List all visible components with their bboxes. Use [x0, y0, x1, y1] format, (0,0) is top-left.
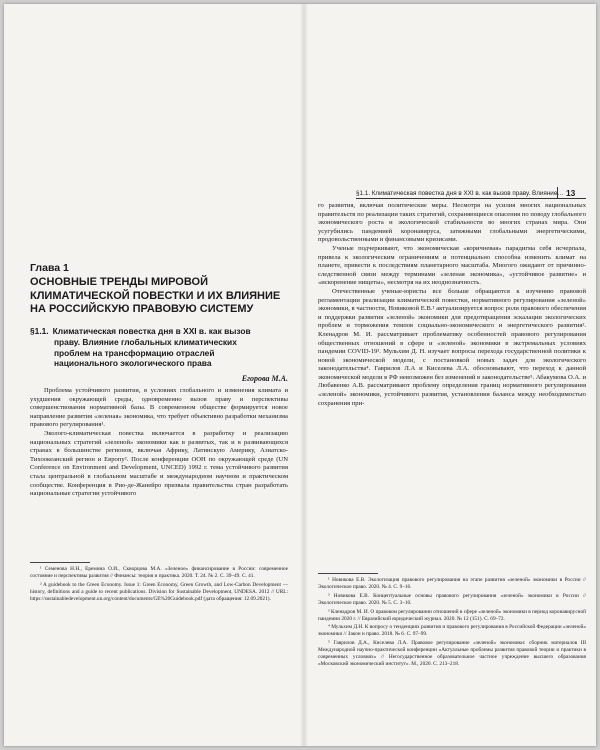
running-head-divider: [557, 187, 558, 198]
running-head: §1.1. Климатическая повестка дня в XXI в. как вызов праву. Влияние…: [356, 190, 564, 197]
footnote-separator: [30, 562, 90, 563]
footnote-separator: [318, 573, 378, 574]
body-paragraph: Эколого-климатическая повестка включается в разработку и реализацию национальных стратегий «зеленой» экономики как в развитых, так и в развивающихся странах в большинстве регионов, включая Африку, Латинскую Америку, Азиатско-Тихоокеанский регион и Европу². После конференции ООН по окружающей среде (UN Conference on Environment and Development, UNCED) 1992 г. тема устойчивого развития стала центральной в глобальном масштабе и международном научном и практическом сообществе. Конференция в Рио-де-Жанейро призвала правительства стран разработать национальные стратегии устойчивого: [30, 429, 288, 498]
body-paragraph: Отечественные ученые-юристы все больше обращаются к изучению правовой регламентации реализации климатической повестки, нормативного регулирования «зеленой» экономики, в частности, Новиковой Е.В.¹ актуализируется вопрос роли правового обеспечения и поддержки развития «зеленой» экономики для предотвращения эскалации экологических проблем и торможения темпов социально-экономического и энергетического развития². Кленадров М. И. рассматривает проблематику особенностей правового регулирования общественных отношений в сфере и «зеленой» экономики в экстремальных условиях пандемии COVID-19³. Мульхим Д. Н. изучает вопросы перехода государственной политики к новой экономической модели, с постановкой новых задач для экологического законодательства⁴. Гаврилов Л.А и Киселева Л.А. обосновывают, что переход к данной экономической модели в РФ невозможен без изменений в законодательстве⁵. Абакумова О.А. и Любавенко А.В. рассматривают проблему определения границ нормативного регулирования «зеленой» экономики, устойчивого развития, установления баланса между необходимостью сохранения при-: [318, 287, 586, 407]
left-body-text: [30, 387, 288, 499]
footnote: ¹ Новикова Е.В. Экологизация правового регулирования на этапе развития «зеленой» экономики в России // Экологическое право. 2020. № 4. С. 9–16.: [318, 577, 586, 590]
right-footnotes: [318, 577, 586, 670]
body-paragraph: Проблема устойчивого развития, в условиях глобального и изменения климата и ухудшения окружающей среды, одновременно вызов праву и перспективы совершенствования нормативной базы. В современном обществе формируется новое направление развития «зеленая» экономика, что требует объективно разработки механизма правового регулирования¹.: [30, 387, 288, 429]
section-number: §1.1.: [30, 326, 49, 336]
footnote: ² Новикова Е.В. Концептуальные основы правового регулирования «зеленой» экономики в России // Экологическое право. 2020. № 5. С. 3–10.: [318, 592, 586, 606]
right-page: [304, 4, 596, 746]
chapter-label: Глава 1: [30, 262, 69, 274]
right-body-text: [318, 202, 586, 408]
footnote: ⁵ Гаврилов Д.А., Киселева Л.А. Правовое регулирование «зеленой» экономики: сборник материалов III Международной научно-практической конференции «Актуальные проблемы развития правовой теории и практики в современных условиях» // Негосударственное образовательное частное учреждение высшего образования «Московский экономический институт». М., 2020. С. 213–218.: [318, 640, 586, 667]
footnote: ¹ Семенова Н.Н., Еремина О.И., Скворцова М.А. «Зеленое» финансирование в России: современное состояние и перспективы развития // Финансы: теория и практика. 2020. Т. 24. № 2. С. 39–49. С. 41.: [30, 566, 288, 579]
left-footnotes: [30, 566, 288, 605]
body-paragraph: Ученые подчеркивают, что экономическая «коричневая» парадигма себя исчерпала, привела к экологическим ограничениям и потенциально способна изменить климат на планете, привести к последствиям планетарного масштаба. Многого ожидают от причинно-следственной связи между терминами «зеленая экономика», «устойчивое развитие» и «искоренение нищеты», несмотря на их неоднозначность.: [318, 244, 586, 287]
chapter-title: ОСНОВНЫЕ ТРЕНДЫ МИРОВОЙ КЛИМАТИЧЕСКОЙ ПОВЕСТКИ И ИХ ВЛИЯНИЕ НА РОССИЙСКУЮ ПРАВОВУЮ СИСТЕМУ: [30, 276, 281, 315]
section-title-continuation: праву. Влияние глобальных климатических проблем на трансформацию отраслей национального экологического права: [54, 336, 237, 369]
book-spread: [4, 4, 596, 746]
section-title: [30, 326, 275, 369]
footnote: ⁴ Мульхим Д.Н. К вопросу о тенденциях развития и правового регулирования в Российской Федерации «зеленой» экономики // Закон и право. 2018. № 6. С. 97–99.: [318, 624, 586, 638]
footnote: ² A guidebook to the Green Economy. Issue 1: Green Economy, Green Growth, and Low-Carbon Development — history, definitions and a guide to recent publications. Division for Sustainable Development, UNDESA. 2012 // URL: https://sustainabledevelopment.un.org/content/documents/GE%20Guidebook.pdf (дата обращения: 12.09.2021).: [30, 581, 288, 602]
footnote: ³ Кленадров М. И. О правовом регулировании отношений в сфере «зеленой» экономики в период коронавирусной пандемии 2020 г. // Евразийский юридический журнал. 2020. № 12 (151). С. 69–72.: [318, 608, 586, 622]
section-title-first-line: Климатическая повестка дня в XXI в. как вызов: [52, 326, 251, 336]
body-paragraph: го развития, включая политические меры. Несмотря на усилия многих национальных правительств по реализации таких стратегий, сохраняющиеся опасения по поводу глобального экономического роста и экологической стабильности во многих странах мира. Они усугубились пандемией коронавируса, затяжными глобальными энергетическими, продовольственными и финансовыми кризисами.: [318, 202, 586, 244]
page-number: 13: [566, 188, 576, 198]
running-head-rule: [356, 198, 586, 199]
section-author: Егорова М.А.: [241, 374, 288, 383]
left-page: [4, 4, 300, 746]
